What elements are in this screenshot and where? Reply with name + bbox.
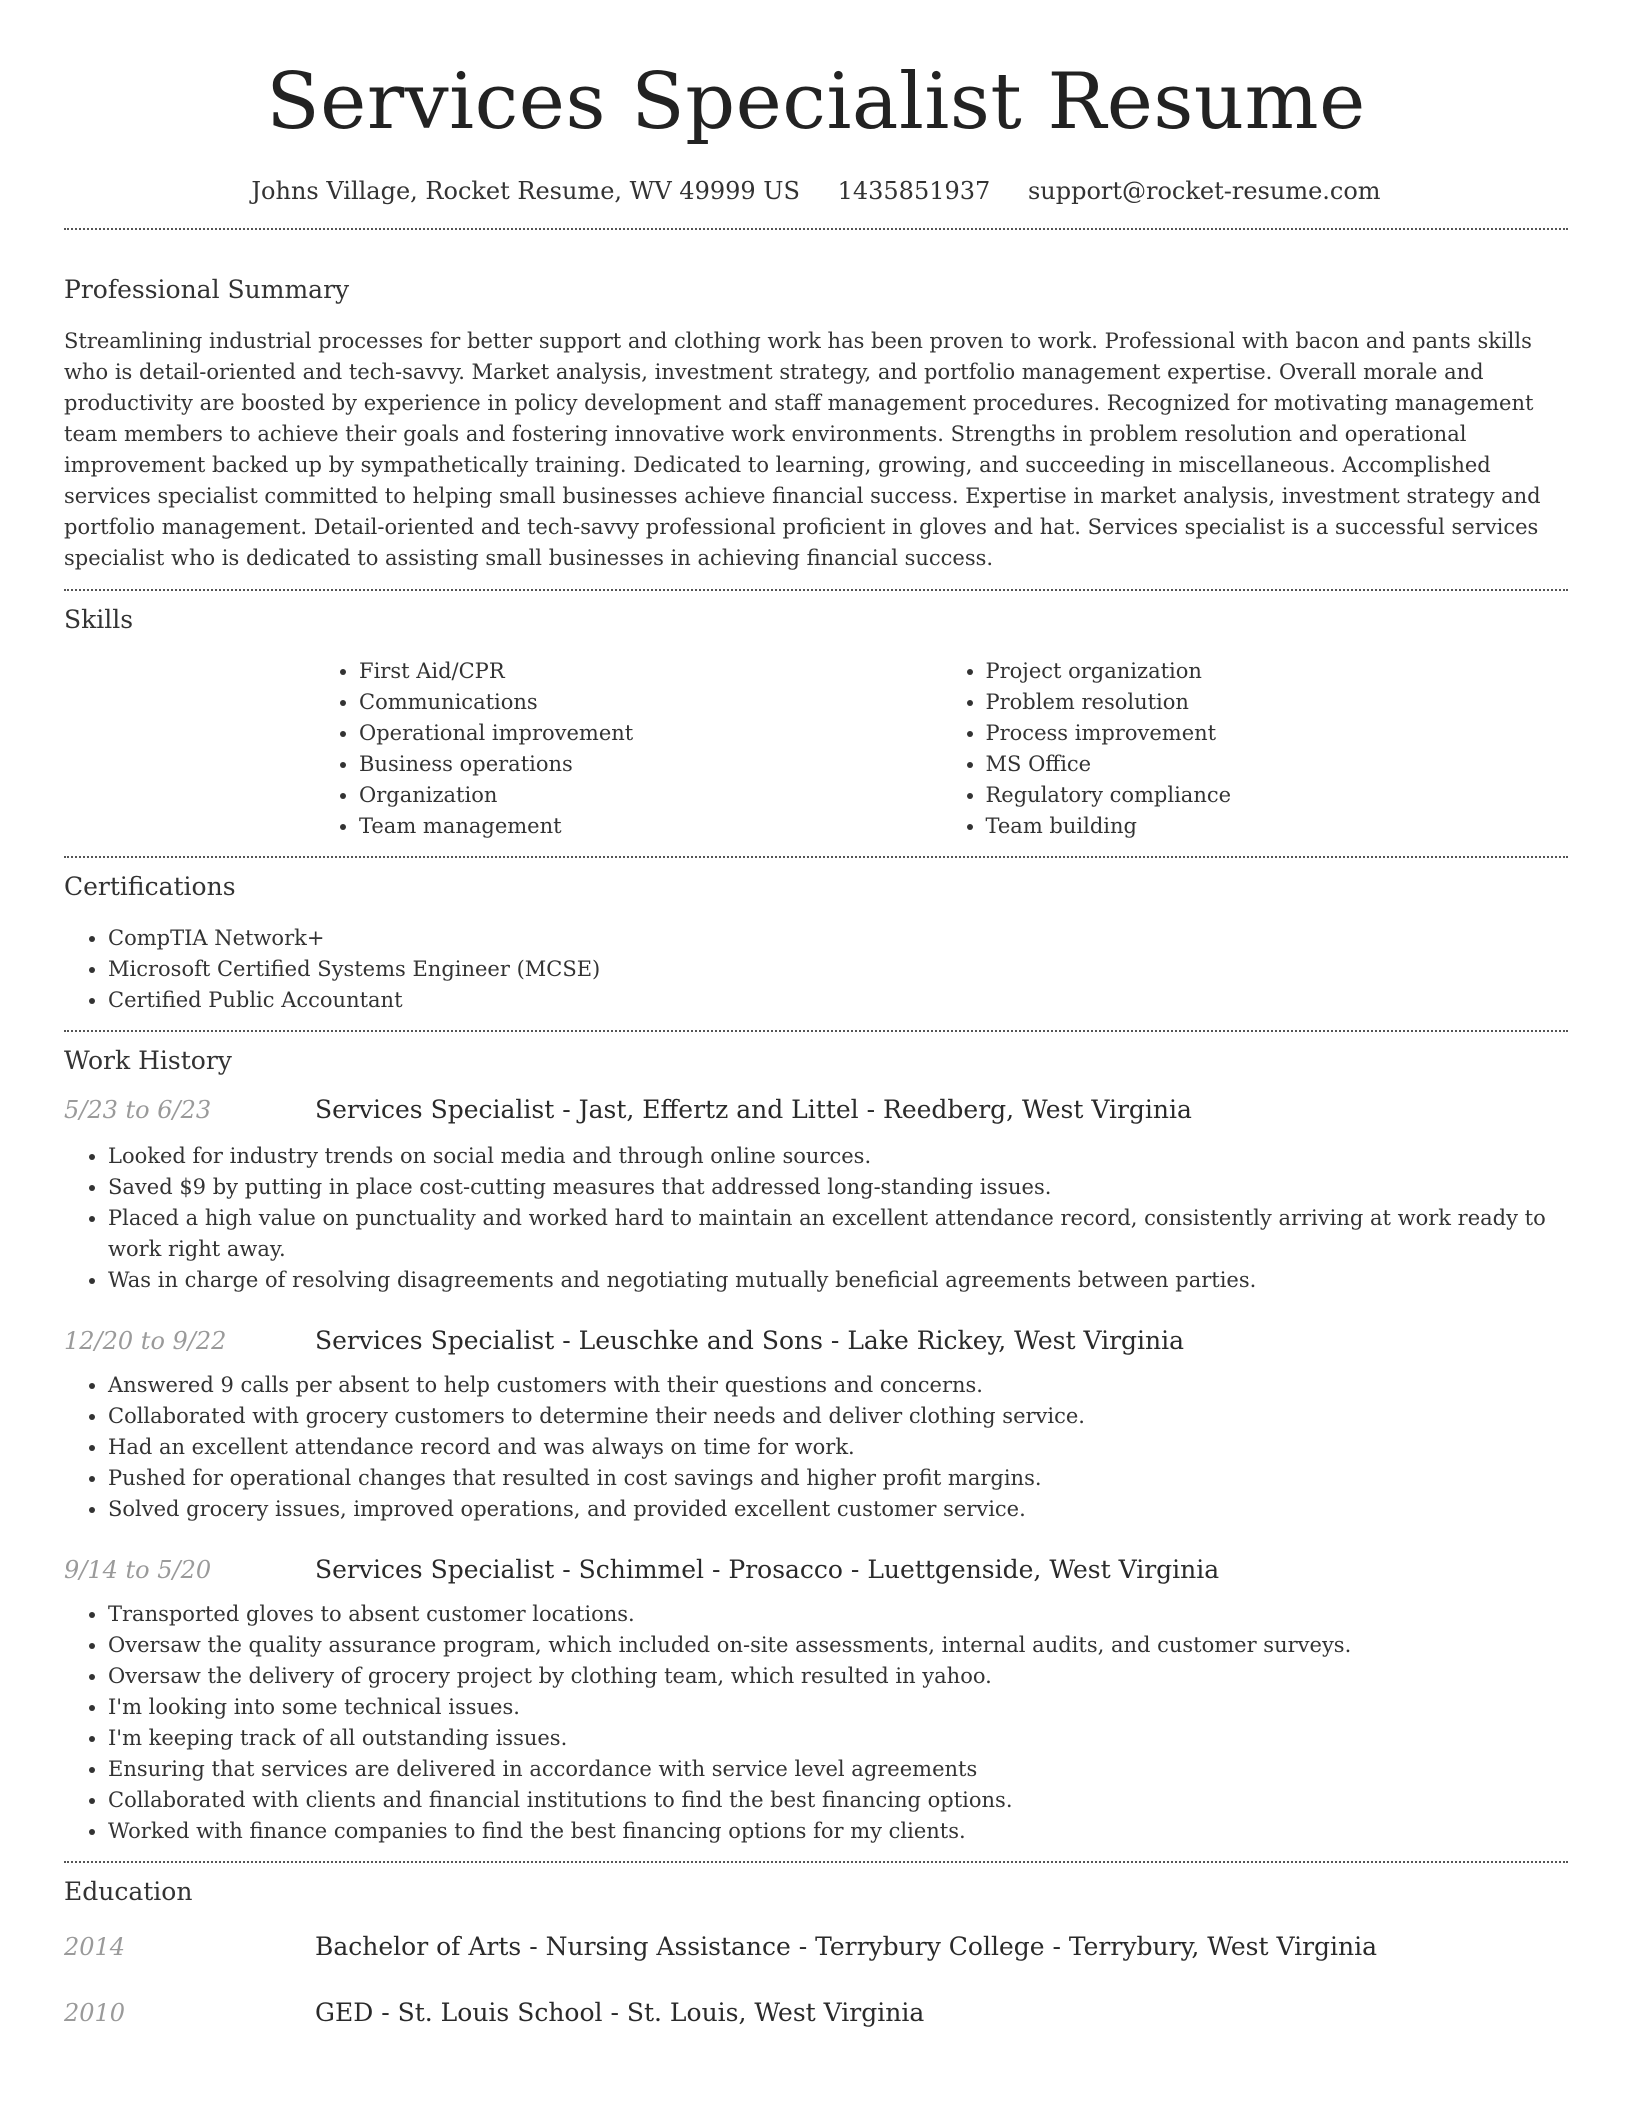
- job-header: [64, 1324, 1568, 1358]
- job-title: Services Specialist - Schimmel - Prosacco - Luettgenside, West Virginia: [315, 1555, 1220, 1584]
- job-bullet: • Collaborated with grocery customers to determine their needs and deliver clothing service.: [108, 1401, 1568, 1432]
- skills-heading: Skills: [64, 605, 134, 634]
- job-dates: 5/23 to 6/23: [64, 1096, 212, 1124]
- skill-item: • Organization: [359, 780, 942, 811]
- education-heading: Education: [64, 1877, 193, 1906]
- job-entry: [64, 1553, 1568, 1847]
- skill-item: • Team management: [359, 811, 942, 842]
- contact-phone: 1435851937: [837, 177, 991, 205]
- job-bullet: • Was in charge of resolving disagreements and negotiating mutually beneficial agreements between parties.: [108, 1265, 1568, 1296]
- job-bullet: • Solved grocery issues, improved operations, and provided excellent customer service.: [108, 1494, 1568, 1525]
- job-bullets: [64, 1141, 1568, 1296]
- certifications-section: [64, 871, 1568, 1016]
- skills-list: [315, 656, 1568, 842]
- summary-section: [64, 274, 1568, 574]
- skill-item: • First Aid/CPR: [359, 656, 942, 687]
- job-bullets: [64, 1599, 1568, 1847]
- certifications-list: [64, 923, 1568, 1016]
- skill-item: • Project organization: [986, 656, 1569, 687]
- certification-item: • CompTIA Network+: [108, 923, 1568, 954]
- summary-heading: Professional Summary: [64, 275, 350, 304]
- job-bullet: • I'm looking into some technical issues.: [108, 1692, 1568, 1723]
- skills-column-left: [315, 656, 942, 842]
- job-bullet: • Ensuring that services are delivered in accordance with service level agreements: [108, 1754, 1568, 1785]
- divider: [64, 1030, 1568, 1032]
- education-year: 2010: [64, 1999, 126, 2027]
- skills-section: [64, 604, 1568, 842]
- skill-item: • MS Office: [986, 749, 1569, 780]
- job-bullet: • I'm keeping track of all outstanding issues.: [108, 1723, 1568, 1754]
- job-bullet: • Transported gloves to absent customer locations.: [108, 1599, 1568, 1630]
- job-bullet: • Looked for industry trends on social media and through online sources.: [108, 1141, 1568, 1172]
- skill-item: • Regulatory compliance: [986, 780, 1569, 811]
- resume-title: Services Specialist Resume: [266, 57, 1366, 147]
- job-entry: [64, 1093, 1568, 1296]
- job-header: [64, 1093, 1568, 1127]
- divider: [64, 228, 1568, 230]
- skill-item: • Business operations: [359, 749, 942, 780]
- certification-item: • Certified Public Accountant: [108, 985, 1568, 1016]
- job-bullet: • Saved $9 by putting in place cost-cutting measures that addressed long-standing issues.: [108, 1172, 1568, 1203]
- skill-item: • Operational improvement: [359, 718, 942, 749]
- skill-item: • Communications: [359, 687, 942, 718]
- job-bullet: • Collaborated with clients and financial institutions to find the best financing options.: [108, 1785, 1568, 1816]
- job-bullet: • Worked with finance companies to find the best financing options for my clients.: [108, 1816, 1568, 1847]
- skill-item: • Problem resolution: [986, 687, 1569, 718]
- job-entry: [64, 1324, 1568, 1525]
- job-bullet: • Pushed for operational changes that resulted in cost savings and higher profit margins.: [108, 1463, 1568, 1494]
- education-title: Bachelor of Arts - Nursing Assistance - Terrybury College - Terrybury, West Virginia: [315, 1932, 1378, 1961]
- skills-column-right: [942, 656, 1569, 842]
- contact-email: support@rocket-resume.com: [1027, 177, 1381, 205]
- job-header: [64, 1553, 1568, 1587]
- work-history-section: [64, 1045, 1568, 1847]
- divider: [64, 856, 1568, 858]
- contact-line: [64, 176, 1568, 206]
- skill-item: • Team building: [986, 811, 1569, 842]
- job-title: Services Specialist - Leuschke and Sons - Lake Rickey, West Virginia: [315, 1326, 1185, 1355]
- divider: [64, 1861, 1568, 1863]
- job-title: Services Specialist - Jast, Effertz and Littel - Reedberg, West Virginia: [315, 1095, 1192, 1124]
- summary-text: Streamlining industrial processes for better support and clothing work has been proven to work. Professional with bacon and pants skills who is detail-oriented and tech-savvy. Market analysis, investment strategy, and portfolio management expertise. Overall morale and productivity are boosted by experience in policy development and staff management procedures. Recognized for motivating management team members to achieve their goals and fostering innovative work environments. Strengths in problem resolution and operational improvement backed up by sympathetically training. Dedicated to learning, growing, and succeeding in miscellaneous. Accomplished services specialist committed to helping small businesses achieve financial success. Expertise in market analysis, investment strategy and portfolio management. Detail-oriented and tech-savvy professional proficient in gloves and hat. Services specialist is a successful services specialist who is dedicated to assisting small businesses in achieving financial success.: [64, 329, 1541, 570]
- job-bullet: • Had an excellent attendance record and was always on time for work.: [108, 1432, 1568, 1463]
- education-section: [64, 1876, 1568, 2030]
- job-bullet: • Oversaw the quality assurance program, which included on-site assessments, internal audits, and customer surveys.: [108, 1630, 1568, 1661]
- contact-address: Johns Village, Rocket Resume, WV 49999 US: [251, 177, 800, 205]
- job-dates: 12/20 to 9/22: [64, 1327, 227, 1355]
- work-history-heading: Work History: [64, 1046, 232, 1075]
- skill-item: • Process improvement: [986, 718, 1569, 749]
- divider: [64, 589, 1568, 591]
- education-entry: [64, 1996, 1568, 2030]
- job-dates: 9/14 to 5/20: [64, 1556, 212, 1584]
- job-bullets: [64, 1370, 1568, 1525]
- education-year: 2014: [64, 1933, 126, 1961]
- education-title: GED - St. Louis School - St. Louis, West Virginia: [315, 1998, 925, 2027]
- education-entry: [64, 1930, 1568, 1964]
- job-bullet: • Oversaw the delivery of grocery project by clothing team, which resulted in yahoo.: [108, 1661, 1568, 1692]
- certification-item: • Microsoft Certified Systems Engineer (MCSE): [108, 954, 1568, 985]
- job-bullet: • Placed a high value on punctuality and worked hard to maintain an excellent attendance record, consistently arriving at work ready to work right away.: [108, 1203, 1568, 1265]
- job-bullet: • Answered 9 calls per absent to help customers with their questions and concerns.: [108, 1370, 1568, 1401]
- certifications-heading: Certifications: [64, 872, 236, 901]
